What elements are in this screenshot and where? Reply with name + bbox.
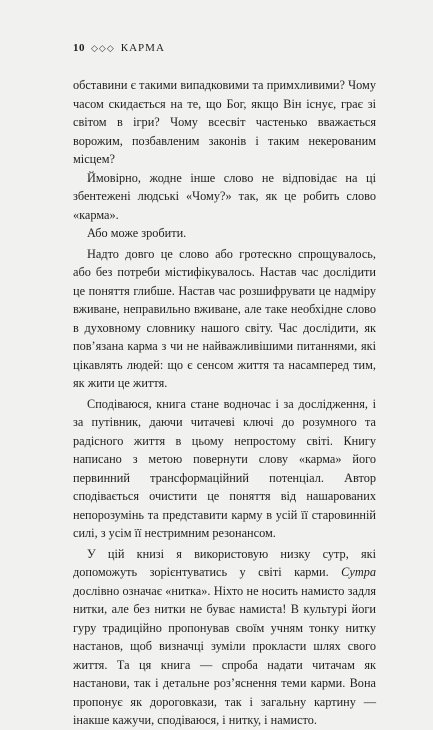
paragraph: Надто довго це слово або гротескно спрощувалось, або без потреби містифікувалось. Настав час дослідити це поняття глибше. Настав час розшифрувати це надміру вживане, неправильно вживане, але таке необхідне слово в духовному словнику нашого світу. Час дослідити, як пов’язана карма з чи не найважливішими питаннями, які цікавлять людей: що є сенсом життя та насамперед тим, як жити це життя. [73, 246, 376, 390]
paragraph: Ймовірно, жодне інше слово не відповідає на ці збентежені людські «Чому?» так, як це робить слово «карма». [73, 170, 376, 222]
italic-term: Сутра [341, 565, 377, 579]
paragraph-text: дослівно означає «нитка». Ніхто не носить намисто задля нитки, але без нитки не буває намиста! В культурі йоги гуру традиційно пропонував своїм учням тонку нитку настанов, щоб визначці зуміли прокласти шлях свого життя. Та ця книга — спроба надати читачам як настанови, так і детальне роз’яснення теми карми. Вона пропонує як дороговкази, так і загальну картину — інакше кажучи, сподіваюся, і нитку, і намисто. [73, 583, 376, 727]
paragraph: обставини є такими випадковими та примхливими? Чому часом скидається на те, що Бог, якщо Він існує, грає зі світом в ігри? Чому всесвіт частенько вважається ворожим, позбавленим законів і таким некерованим місцем? [73, 78, 376, 166]
page-number: 10 [73, 42, 85, 54]
diamond-ornament-icon: ◇◇◇ [91, 42, 115, 53]
page-body [73, 76, 376, 730]
paragraph-text: У цій книзі я використовую низку сутр, які допоможуть зорієнтуватись у світі карми. [73, 546, 376, 579]
paragraph: Сподіваюся, книга стане водночас і за дослідження, і за путівник, даючи читачеві ключі до розумного та радісного життя в цьому непростому світі. Книгу написано з метою повернути слову «карма» його первинний трансформаційний потенціал. Автор сподівається очистити це поняття від нашарованих непорозумінь та представити карму в усій її старовинній силі, з усім її нестримним резонансом. [73, 396, 376, 540]
running-header [73, 42, 165, 54]
paragraph [73, 545, 376, 730]
paragraph: Або може зробити. [87, 226, 187, 240]
running-title: КАРМА [120, 42, 165, 54]
